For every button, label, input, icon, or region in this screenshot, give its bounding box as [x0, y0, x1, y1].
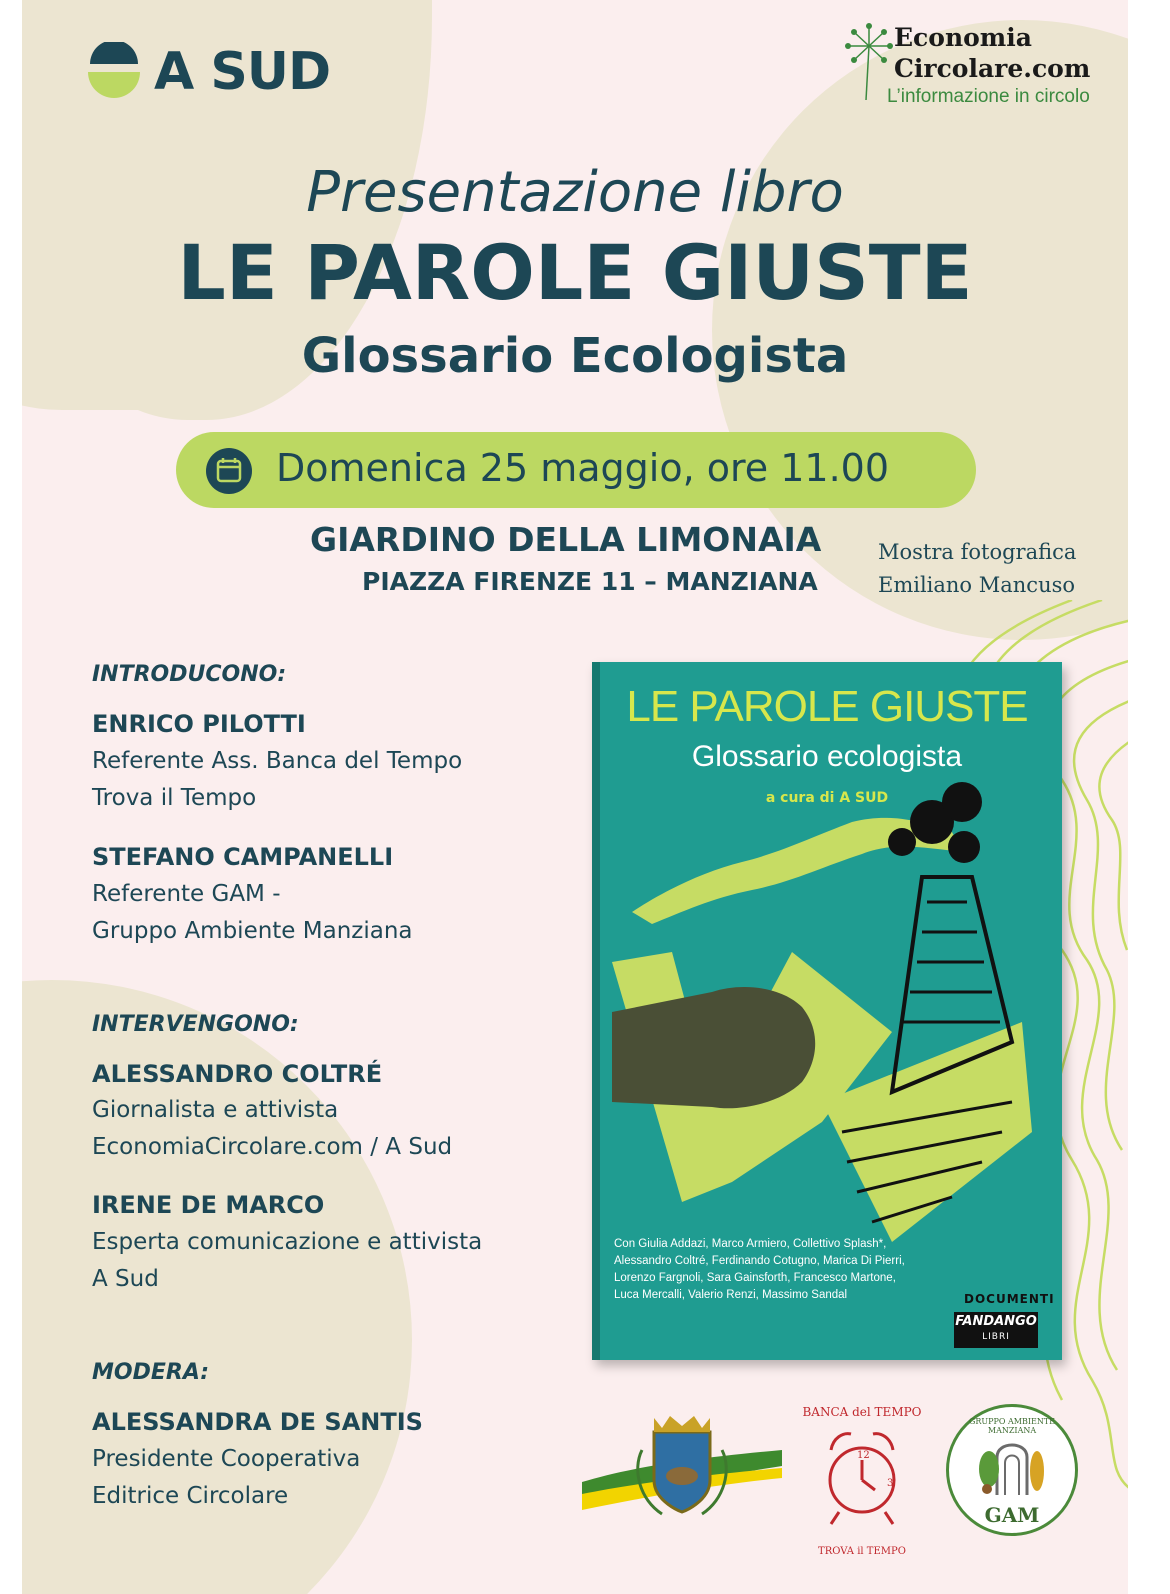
partner-name-line2: Circolare.com: [894, 54, 1091, 83]
economia-circolare-logo: [832, 22, 1128, 108]
gam-ring-text: GRUPPO AMBIENTE MANZIANA: [968, 1417, 1056, 1435]
asud-logo-text: A SUD: [154, 42, 331, 102]
book-cover-title: LE PAROLE GIUSTE: [626, 682, 1028, 731]
speaker-role: Referente Ass. Banca del Tempo: [92, 748, 463, 774]
speaker-role: Giornalista e attivista: [92, 1097, 339, 1123]
section-intervengono: INTERVENGONO:: [92, 1012, 299, 1037]
exhibit-line1: Mostra fotografica: [878, 540, 1077, 564]
speaker-name: ENRICO PILOTTI: [92, 710, 306, 738]
partner-name-line1: Economia: [894, 23, 1032, 52]
banca-del-tempo-tagline: TROVA il TEMPO: [818, 1546, 906, 1557]
title-line1: Presentazione libro: [306, 160, 844, 225]
book-series-label: DOCUMENTI: [964, 1292, 1055, 1306]
gam-abbreviation: GAM: [984, 1503, 1040, 1527]
speaker-name: ALESSANDRA DE SANTIS: [92, 1408, 423, 1436]
authors-line: Lorenzo Fargnoli, Sara Gainsforth, Francesco Martone,: [614, 1272, 896, 1284]
exhibit-photographer: Emiliano Mancuso: [878, 573, 1076, 597]
venue-name: GIARDINO DELLA LIMONAIA: [310, 520, 822, 559]
speaker-role: Esperta comunicazione e attivista: [92, 1229, 483, 1255]
alarm-clock-icon: [817, 1420, 907, 1544]
speaker-name: ALESSANDRO COLTRÉ: [92, 1060, 383, 1088]
publisher-name: FANDANGO: [955, 1314, 1037, 1329]
speaker-role: Editrice Circolare: [92, 1483, 289, 1509]
speaker-role: Referente GAM -: [92, 881, 281, 907]
authors-line: Luca Mercalli, Valerio Renzi, Massimo Sandal: [614, 1289, 848, 1301]
speaker-role: Trova il Tempo: [92, 785, 257, 811]
date-time-text: Domenica 25 maggio, ore 11.00: [276, 446, 890, 490]
date-badge: [176, 432, 976, 508]
authors-line: Alessandro Coltré, Ferdinando Cotugno, Marica Di Pierri,: [614, 1255, 905, 1267]
speaker-role: EconomiaCircolare.com / A Sud: [92, 1134, 453, 1160]
banca-del-tempo-name: BANCA del TEMPO: [802, 1405, 922, 1419]
book-subtitle-heading: Glossario Ecologista: [301, 328, 849, 384]
speaker-role: Presidente Cooperativa: [92, 1446, 361, 1472]
venue-address: PIAZZA FIRENZE 11 – MANZIANA: [362, 567, 818, 596]
svg-text:12: 12: [857, 1450, 870, 1461]
section-introducono: INTRODUCONO:: [92, 662, 287, 687]
svg-text:3: 3: [887, 1478, 894, 1489]
dandelion-icon: [844, 22, 894, 106]
coat-of-arms-icon: [582, 1410, 782, 1524]
gam-arch-icon: [977, 1433, 1047, 1503]
book-cover-editor: a cura di A SUD: [765, 790, 889, 806]
authors-line: Con Giulia Addazi, Marco Armiero, Collettivo Splash*,: [614, 1238, 887, 1250]
book-cover-subtitle: Glossario ecologista: [691, 740, 963, 773]
event-poster: [22, 0, 1128, 1594]
publisher-sub: LIBRI: [982, 1332, 1010, 1342]
asud-logo-icon: [84, 42, 144, 102]
photo-exhibit: [878, 536, 1076, 602]
gam-logo: [946, 1404, 1078, 1536]
speaker-name: IRENE DE MARCO: [92, 1191, 325, 1219]
section-modera: MODERA:: [92, 1360, 210, 1385]
partner-tagline: L’informazione in circolo: [887, 86, 1090, 107]
calendar-icon: [206, 448, 252, 494]
speaker-role: A Sud: [92, 1266, 159, 1292]
speaker-role: Gruppo Ambiente Manziana: [92, 918, 413, 944]
publisher-logo: [954, 1312, 1038, 1348]
speaker-name: STEFANO CAMPANELLI: [92, 843, 394, 871]
book-cover-image: [592, 662, 1062, 1360]
book-title-heading: LE PAROLE GIUSTE: [177, 228, 973, 317]
book-cover-authors: [614, 1236, 914, 1304]
